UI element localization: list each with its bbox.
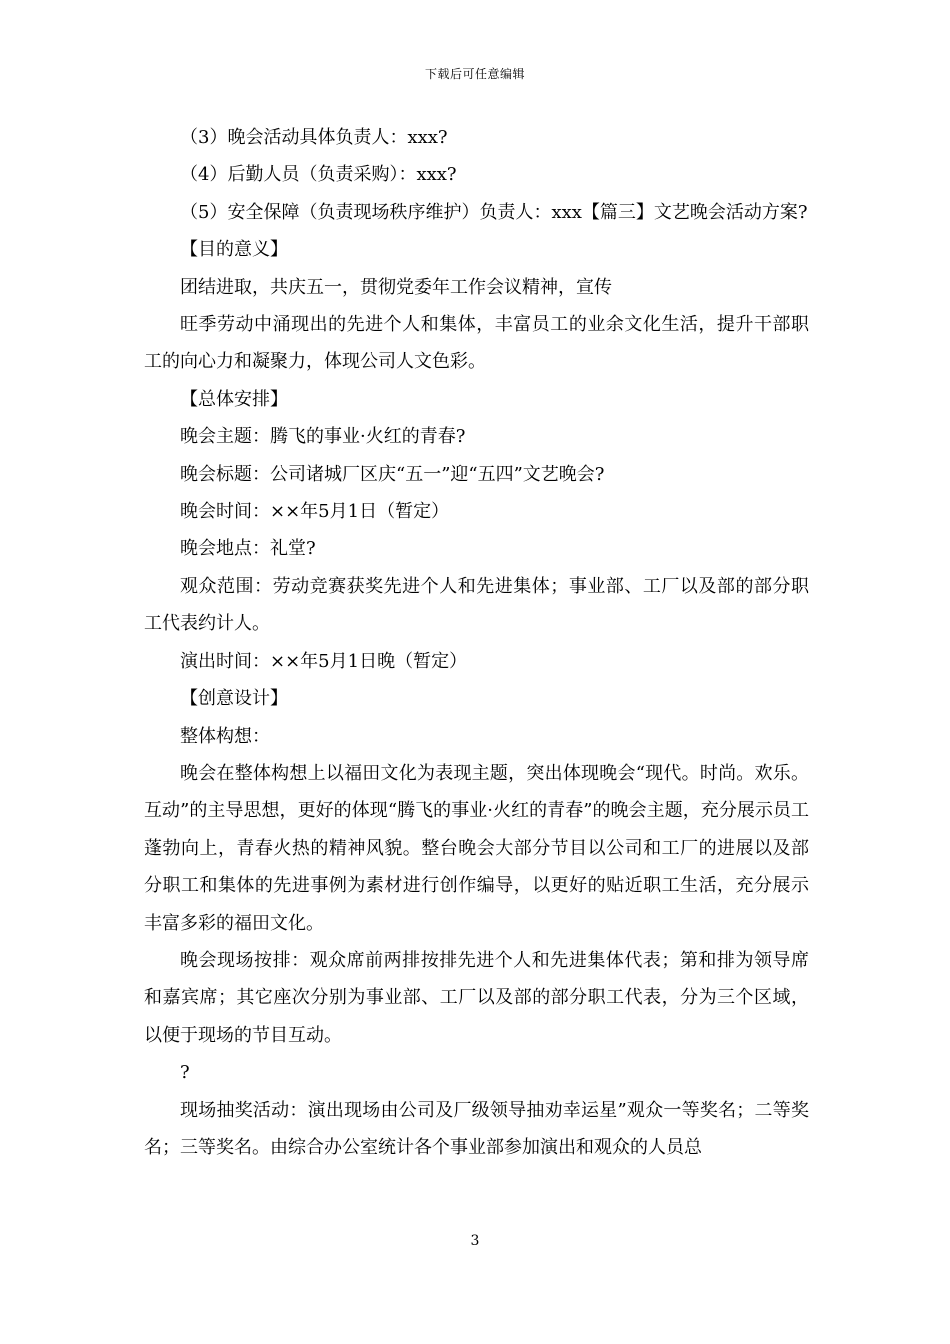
paragraph-placeholder: ? xyxy=(180,1062,190,1084)
paragraph-responsible-person: （3）晚会活动具体负责人：xxx? xyxy=(180,127,448,148)
paragraph-show-time: 演出时间：××年5月1日晚（暂定） xyxy=(180,650,468,672)
paragraph-overall-concept: 晚会在整体构想上以福田文化为表现主题，突出体现晚会“现代。时尚。欢乐。互动”的主导思想，更好的体现“腾飞的事业·火红的青春”的晚会主题，充分展示员工蓬勃向上，青春火热的精神风貌。整台晚会大部分节目以公司和工厂的进展以及部分职工和集体的先进事例为素材进行创作编导，以更好的贴近职工生活，充分展示丰富多彩的福田文化。 xyxy=(144,762,809,934)
page-header: 下载后可任意编辑 xyxy=(424,67,525,81)
section-heading-creative: 【创意设计】 xyxy=(180,688,288,710)
paragraph-security: （5）安全保障（负责现场秩序维护）负责人：xxx【篇三】文艺晚会活动方案? xyxy=(180,201,808,223)
section-heading-arrangement: 【总体安排】 xyxy=(180,388,288,410)
page-number: 3 xyxy=(470,1233,480,1249)
paragraph-time: 晚会时间：××年5月1日（暂定） xyxy=(180,501,450,523)
paragraph-venue: 晚会地点：礼堂? xyxy=(180,538,316,560)
paragraph-overall-concept-label: 整体构想： xyxy=(180,725,270,747)
paragraph-purpose-1: 团结进取，共庆五一，贯彻党委年工作会议精神，宣传 xyxy=(180,276,612,298)
section-heading-purpose: 【目的意义】 xyxy=(180,239,288,261)
paragraph-title: 晚会标题：公司诸城厂区庆“五一”迎“五四”文艺晚会? xyxy=(180,463,605,485)
document-body xyxy=(144,119,809,1166)
paragraph-theme: 晚会主题：腾飞的事业·火红的青春? xyxy=(180,426,466,448)
paragraph-purpose-2: 旺季劳动中涌现出的先进个人和集体，丰富员工的业余文化生活，提升干部职工的向心力和凝聚力，体现公司人文色彩。 xyxy=(144,314,809,373)
paragraph-lottery: 现场抽奖活动：演出现场由公司及厂级领导抽劝幸运星”观众一等奖名；二等奖名；三等奖名。由综合办公室统计各个事业部参加演出和观众的人员总 xyxy=(144,1099,809,1158)
paragraph-seating: 晚会现场按排：观众席前两排按排先进个人和先进集体代表；第和排为领导席和嘉宾席；其它座次分别为事业部、工厂以及部的部分职工代表，分为三个区域，以便于现场的节目互动。 xyxy=(144,949,809,1046)
paragraph-logistics-staff: （4）后勤人员（负责采购）：xxx? xyxy=(180,164,457,186)
paragraph-audience: 观众范围：劳动竞赛获奖先进个人和先进集体；事业部、工厂以及部的部分职工代表约计人。 xyxy=(144,575,809,635)
